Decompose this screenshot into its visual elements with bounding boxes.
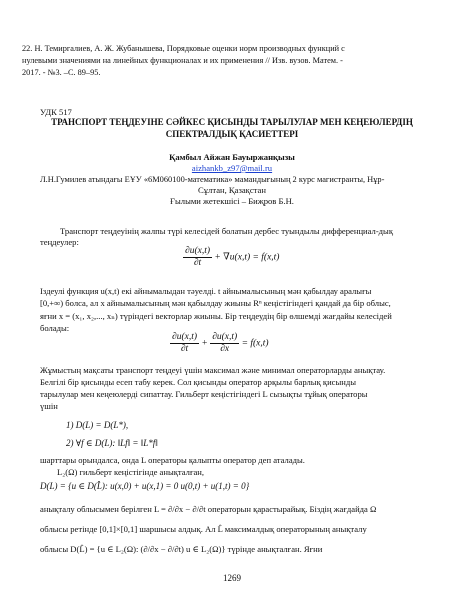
condition-2: 2) ∀f ∈ D(L): ‖Lf‖ = ‖L*f‖ (66, 438, 158, 448)
equation-2 (170, 332, 269, 355)
eq2-fraction-1 (170, 332, 199, 355)
eq2-rest: = f(x,t) (241, 338, 269, 349)
para2-line-4: болады: (40, 323, 70, 333)
para1-line-2: теңдеулер: (40, 237, 79, 247)
eq2-numerator-1: ∂u(x,t) (172, 332, 198, 342)
para3-line-3: тарылулар мен кеңеюлерді сипаттау. Гильберт кеңістігіндегі L сызықты тұйық операторы (40, 389, 368, 399)
page-number: 1269 (223, 573, 241, 583)
para2-line-1: Іздеулі функция u(x,t) екі айнымалыдан тәуелді. t айнымалысының мән қабылдау аралығы (40, 286, 372, 296)
para3-line-2: Белгілі бір қисынды есеп табу керек. Сол қисынды оператор арқылы барлық қисынды (40, 377, 356, 387)
reference-line-1: 22. Н. Темиргалиев, А. Ж. Жубанышева, Порядковые оценки норм производных функций с (22, 44, 345, 53)
eq2-fraction-2 (210, 332, 239, 355)
author-email-link[interactable]: aizhankb_z97@mail.ru (191, 163, 273, 173)
equation-3: D(L) = {u ∈ D(L̂): u(x,0) + u(x,1) = 0 u(0,t) + u(1,t) = 0} (40, 481, 250, 491)
eq1-rest: + ∇u(x,t) = f(x,t) (214, 252, 280, 263)
reference-line-2: нулевыми значениями на линейных функционалах и их применения // Изв. вузов. Матем. - (22, 56, 343, 65)
supervisor: Ғылыми жетекшісі – Биҗров Б.Н. (170, 196, 294, 206)
eq1-fraction (183, 246, 212, 269)
para6-line-3: облысы D(L̂) = {u ∈ L₂(Ω): (∂/∂x − ∂/∂t) u ∈ L₂(Ω)} түрінде анықталған. Яғни (40, 544, 323, 554)
para1-line-1: Транспорт теңдеуінің жалпы түрі келесідей болатын дербес туындылы дифференциал-дық (60, 226, 393, 236)
eq2-denominator-1: ∂t (180, 344, 189, 354)
author-affiliation-line-1: Л.Н.Гумилев атындағы ЕҰУ «6M060100-математика» мамандығының 2 курс магистранты, Нұр- (40, 175, 385, 184)
eq2-plus: + (201, 338, 208, 349)
eq1-denominator: ∂t (193, 258, 202, 268)
para3-line-4: үшін (40, 401, 58, 411)
equation-1 (183, 246, 279, 269)
udk-code: УДК 517 (40, 107, 72, 117)
para4: шарттары орындалса, онда L операторы қалыпты оператор деп аталады. (40, 455, 305, 465)
para2-line-2: [0,+∞) болса, ал x айнымалысының мән қабылдау жиыны Rⁿ кеңістігіндегі қандай да бір облыс, (40, 298, 391, 308)
para6-line-1: анықталу облысымен берілген L = ∂/∂x − ∂/∂t операторын қарастырайық. Біздің жағдайда Ω (40, 504, 377, 514)
reference-line-3: 2017. - №3. –С. 89–95. (22, 68, 101, 77)
author-affiliation-line-2: Сұлтан, Қазақстан (198, 185, 266, 195)
paper-title-line-2: СПЕКТРАЛДЫҚ ҚАСИЕТТЕРІ (165, 129, 299, 139)
eq1-numerator: ∂u(x,t) (185, 246, 211, 256)
para6-line-2: облысы ретінде [0,1]×[0,1] шаршысы алдық. Ал L̂ максималдық операторының анықталу (40, 524, 367, 534)
paper-title-line-1: ТРАНСПОРТ ТЕҢДЕУІНЕ СӘЙКЕС ҚИСЫНДЫ ТАРЫЛУЛАР МЕН КЕҢЕЮЛЕРДІҢ (51, 117, 413, 127)
para2-line-3: яғни x = (x₁, x₂,..., xₙ) түріндегі векторлар жиыны. Бір теңдеудің бір өлшемді жағдайы келесідей (40, 311, 392, 321)
para3-line-1: Жұмыстың мақсаты транспорт теңдеуі үшін максимал және минимал операторларды анықтау. (40, 365, 386, 375)
eq2-numerator-2: ∂u(x,t) (212, 332, 238, 342)
author-name: Қамбыл Айжан Бауыржанқызы (169, 152, 295, 162)
condition-1: 1) D(L) = D(L*), (66, 420, 129, 430)
eq2-denominator-2: ∂x (220, 344, 230, 354)
para5: L₂(Ω) гильберт кеңістігінде анықталған, (57, 467, 205, 477)
